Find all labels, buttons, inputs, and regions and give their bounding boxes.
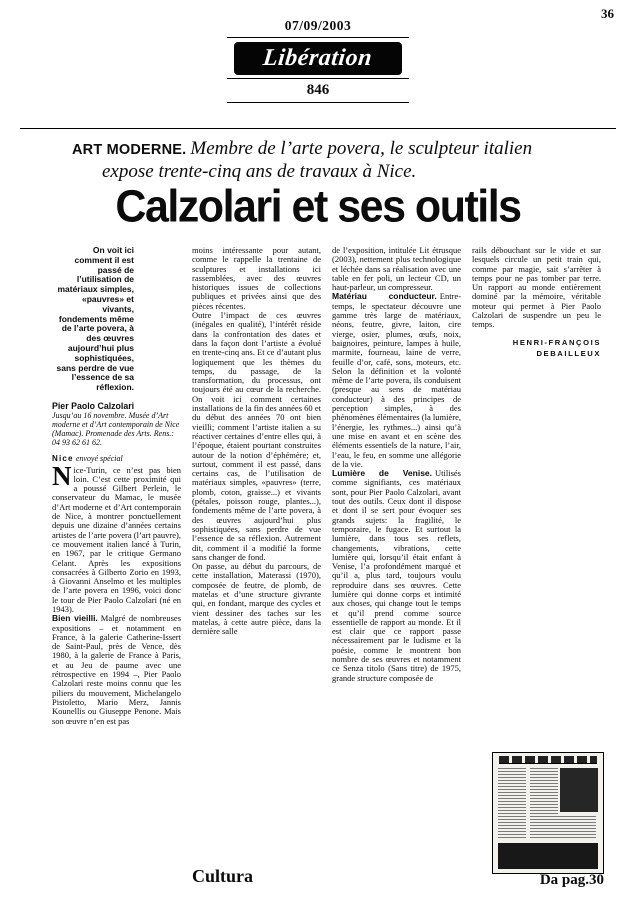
clipping-issue-number: 846 <box>306 82 330 98</box>
column-1 <box>52 246 181 864</box>
header-separator-rule <box>20 128 616 129</box>
drop-cap: N <box>52 460 72 491</box>
body-paragraph <box>52 614 181 726</box>
paragraph-lead-in: Lumière de Venise. <box>332 468 433 479</box>
body-paragraph <box>332 292 461 469</box>
body-paragraph: de l’exposition, intitulée Lit étrusque (2003), nettement plus technologique et léchée dans sa réalisation avec une table en fer poli, un lecteur CD, un haut-parleur, un compresseur. <box>332 246 461 293</box>
clipping-header <box>0 18 636 103</box>
dateline-role: envoyé spécial <box>75 454 123 464</box>
kicker-subtitle-line2: expose trente-cinq ans de travaux à Nice. <box>102 161 417 182</box>
header-rule-middle <box>227 78 409 79</box>
column-2 <box>192 246 321 864</box>
body-paragraph: Outre l’impact de ces œuvres (inégales en qualité), l’intérêt réside dans la confrontation des dates et dans la façon dont l’artiste a évolué en trente-cinq ans. Et ce d’autant plus logiquement que les thèmes du temps, du passage, de la transformation, du processus, ont toujours été au cœur de la recherche. On voit ici comment certaines installations de la fin des années 60 et du début des années 70 ont bien vieilli; comment l’artiste italien a su réactiver certaines d’entre elles qui, à l’époque, étaient pourtant construites autour de la notion d’éphémère; et, surtout, comment il est passé, dans certains cas, de l’utilisation de matériaux simples, «pauvres» (terre, plomb, coton, graisse...) et vivants (pétales, poisson rouge, plantes...), fondements même de l’arte povera, à des œuvres aujourd’hui plus sophistiquées, sans perdre de vue l’essence de sa réflexion. Autrement dit, comment il a modifié la forme sans changer de fond. <box>192 310 321 562</box>
thumbnail-text-column <box>530 816 596 838</box>
body-paragraph: rails débouchant sur le vide et sur lesquels circule un petit train qui, comme par magie, sait s’arrêter à temps pour ne pas tomber par terre. Un rapport au monde entièrement dominé par la mémoire, véritable moteur qui permet à Pier Paolo Calzolari de suspendre un peu le temps. <box>472 246 601 330</box>
article-headline: Calzolari et ses outils <box>115 181 521 233</box>
body-text: Entre-temps, le spectateur découvre une gamme très large de matériaux, néons, feutre, givre, laiton, cire vierge, osier, plumes, œufs, noix, baignoires, peinture, lampes à huile, marmite, fourneau, laine de verre, feuille d’or, café, sons, moteurs, etc. Selon la définition et la volonté même de l’arte povera, ils conduisent (presque au sens de matériau conducteur) à des principes de perception simples, à des phénomènes élémentaires (la lumière, l’énergie, les rythmes...) ainsi qu’à une mise en avant et en scène des éléments essentiels de la nature, l’air, l’eau, le feu, en somme une allégorie de la vie. <box>332 291 461 469</box>
body-paragraph <box>52 460 181 615</box>
body-text: Malgré de nombreuses expositions – et notamment en France, à la galerie Catherine-Issert de Saint-Paul, près de Vence, dès 1980, à la galerie de France à Paris, et au Jeu de paume avec une rétrospective en 1994 –, Pier Paolo Calzolari reste moins connu que les piliers du mouvement, Michelangelo Pistoletto, Mario Merz, Jannis Kounellis ou Giuseppe Penone. Mais son œuvre n’en est pas <box>52 613 181 726</box>
column-3 <box>332 246 461 864</box>
body-text: Utilisés comme signifiants, ces matériaux sont, pour Pier Paolo Calzolari, avant tout des outils. Ceux dont il dispose et dont il se sert pour évoquer ses grands sujets: la fragilité, le temporaire, le fugace. Et surtout la lumière, dans tous ses reflets, changements, vibrations, cette lumière qui, lorsqu’il était enfant à Venise, l’a profondément marqué et qu’il a, plus tard, toujours voulu reproduire dans ses œuvres. Cette lumière qui donne corps et intimité aux choses, qui change tout le temps et qu’il prend comme source essentielle de rapport au monde. Et il est clair que ce rapport passe nécessairement par le ludisme et la poésie, comme le montrent bon nombre de ses œuvres et notamment ce Senza titolo (Sans titre) de 1975, grande structure composée de <box>332 468 461 683</box>
article-kicker <box>72 138 577 182</box>
liberation-logo <box>234 42 402 75</box>
footer-section-label: Cultura <box>192 866 254 886</box>
exhibition-info <box>52 402 181 447</box>
byline-line1: HENRI-FRANÇOIS <box>512 337 601 347</box>
thumbnail-title-bar <box>499 756 597 764</box>
body-text: ice-Turin, ce n’est pas bien loin. C’est cette proximité qui a poussé Gilbert Perlein, le conservateur du Mamac, le musée d’Art moderne et d’Art contemporain de Nice, à montrer ponctuellement depuis une dizaine d’années certains artistes de l’arte povera (l’art pauvre), ce mouvement italien lancé à Turin, en 1967, par le critique Germano Celant. Après les expositions consacrées à Gilberto Zorio en 1993, à Giovanni Anselmo et les multiples de l’arte povera en 1996, voici donc le tour de Pier Paolo Calzolari (né en 1943). <box>52 464 181 614</box>
exhibition-artist-name: Pier Paolo Calzolari <box>52 400 135 411</box>
thumbnail-photo-block <box>560 768 598 812</box>
header-rule-top <box>227 37 409 38</box>
newspaper-page-thumbnail <box>492 752 604 874</box>
body-paragraph: On passe, au début du parcours, de cette installation, Materassi (1970), composée de feutre, de plomb, de matelas et d’une structure givrante qui, en fondant, marque des cycles et vient dessiner des taches sur les matelas, à cette autre pièce, dans la dernière salle <box>192 561 321 637</box>
body-paragraph: moins intéressante pour autant, comme le rappelle la trentaine de sculptures et installations ici rassemblées, avec des œuvres historiques issues de collections publiques et privées ainsi que des pièces récentes. <box>192 246 321 311</box>
thumbnail-photo-block-bottom <box>498 843 598 869</box>
paragraph-lead-in: Bien vieilli. <box>52 613 98 624</box>
thumbnail-text-column <box>530 768 558 816</box>
body-paragraph <box>332 469 461 683</box>
footer-source-page: Da pag.30 <box>539 872 604 888</box>
exhibition-details: Jusqu’au 16 novembre. Musée d’Art moderne et d’Art contemporain de Nice (Mamac). Promenade des Arts. Rens.: 04 93 62 61 62. <box>52 411 180 448</box>
header-rule-bottom <box>227 102 409 103</box>
byline-line2: DEBAILLEUX <box>536 348 601 358</box>
byline <box>472 337 601 359</box>
dateline-city: Nice <box>52 454 74 464</box>
dateline <box>52 454 181 463</box>
page-number: 36 <box>601 6 614 21</box>
kicker-subtitle-line1: Membre de l’arte povera, le sculpteur italien <box>190 138 533 159</box>
clipping-date: 07/09/2003 <box>284 18 352 33</box>
thumbnail-text-column <box>498 768 526 838</box>
paragraph-lead-in: Matériau conducteur. <box>332 291 437 302</box>
kicker-label: ART MODERNE. <box>72 142 187 158</box>
liberation-logo-text: Libération <box>262 45 374 71</box>
standfirst: On voit ici comment il est passé de l’utilisation de matériaux simples, «pauvres» et vivants, fondements même de l’arte povera, à des œuvres aujourd’hui plus sophistiquées, sans perdre de vue l’essence de sa réflexion. <box>56 246 134 393</box>
